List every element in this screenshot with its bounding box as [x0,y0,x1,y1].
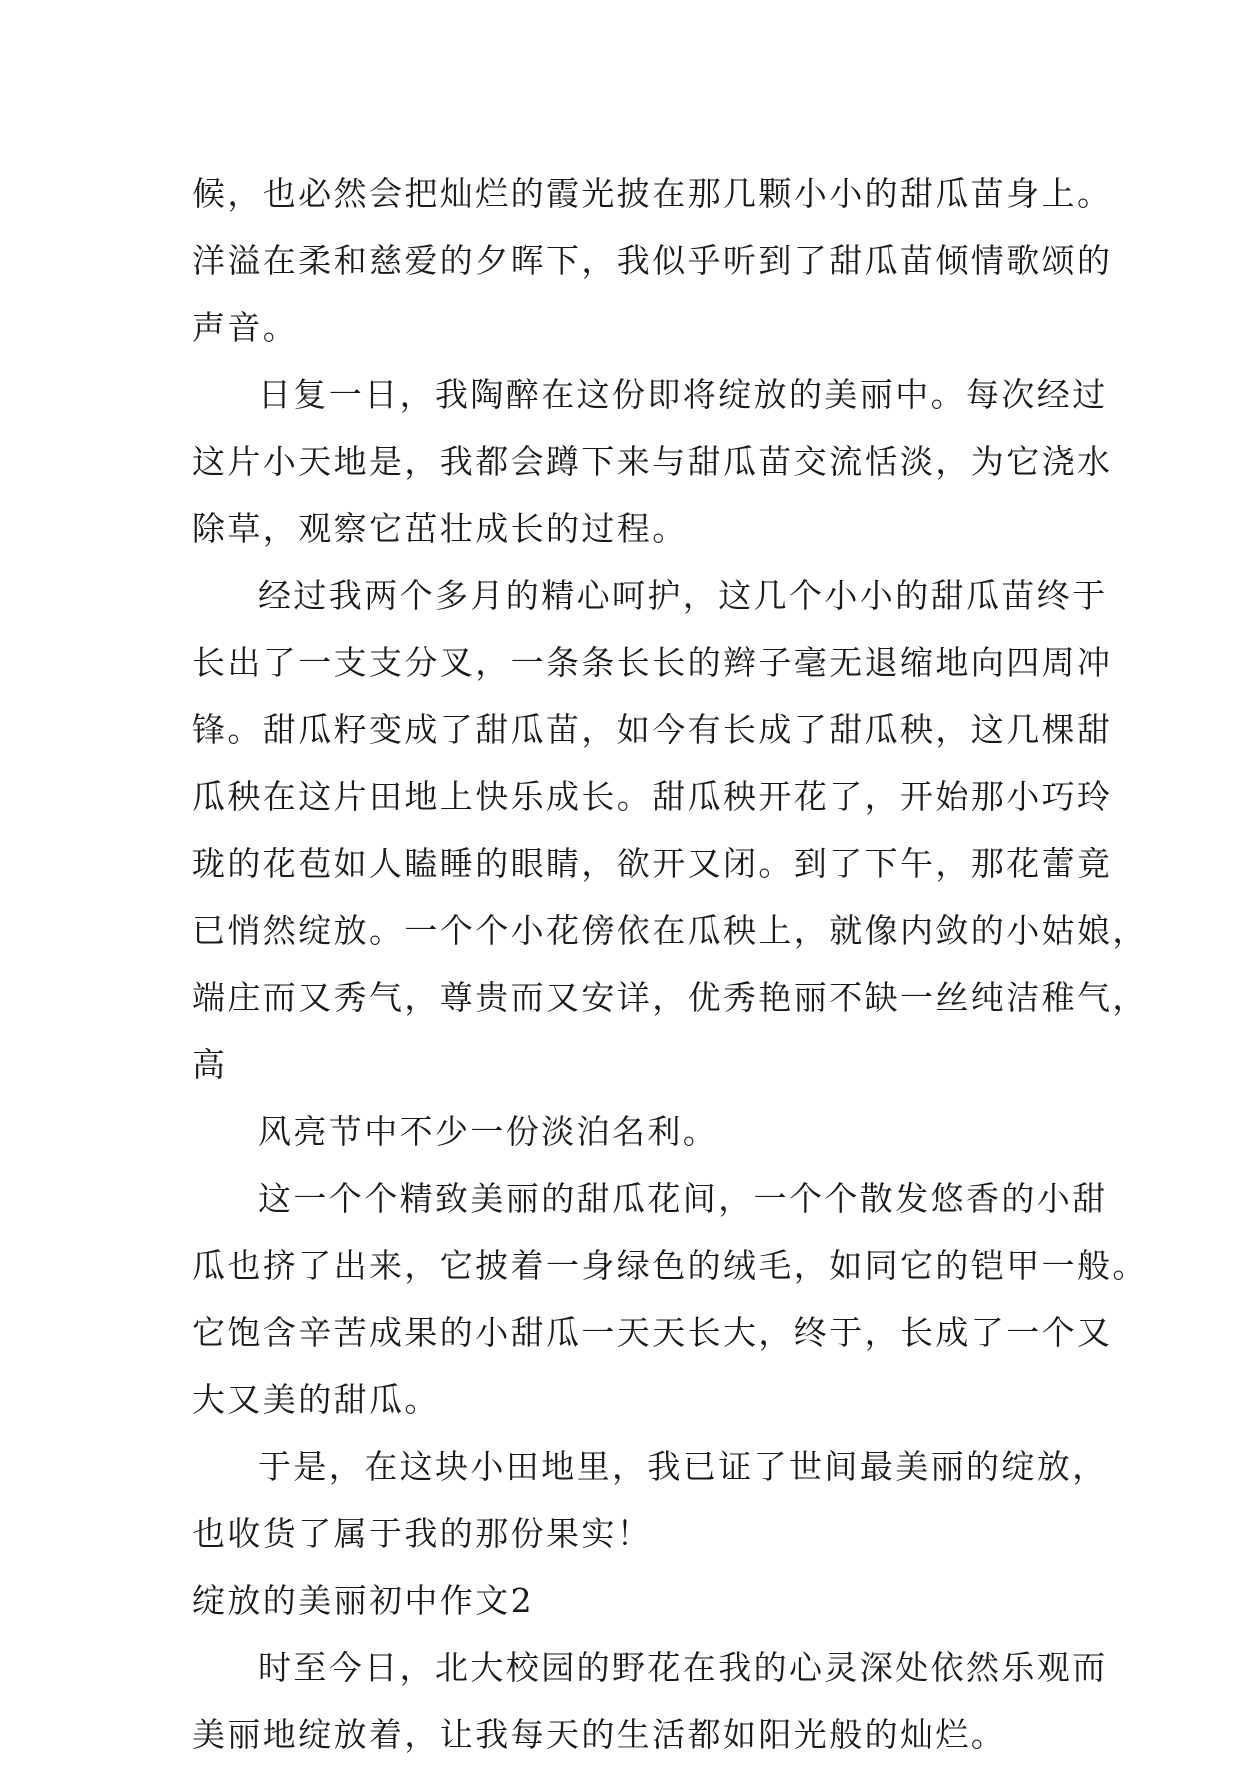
text-line: 长出了一支支分叉，一条条长长的辫子毫无退缩地向四周冲 [192,643,1113,682]
text-line: 高 [192,1045,228,1084]
text-line: 瓜秧在这片田地上快乐成长。甜瓜秧开花了，开始那小巧玲 [192,777,1113,816]
text-line: 声音。 [192,308,299,347]
text-line: 于是，在这块小田地里，我已证了世间最美丽的绽放， [258,1447,1108,1486]
text-line: 洋溢在柔和慈爱的夕晖下，我似乎听到了甜瓜苗倾情歌颂的 [192,241,1113,280]
text-line: 已悄然绽放。一个个小花傍依在瓜秧上，就像内敛的小姑娘， [192,911,1148,950]
text-line: 美丽地绽放着，让我每天的生活都如阳光般的灿烂。 [192,1715,1007,1754]
text-line: 经过我两个多月的精心呵护，这几个小小的甜瓜苗终于 [258,576,1108,615]
text-line: 大又美的甜瓜。 [192,1380,440,1419]
text-line: 除草，观察它茁壮成长的过程。 [192,509,688,548]
section-heading: 绽放的美丽初中作文2 [192,1581,534,1620]
text-line: 它饱含辛苦成果的小甜瓜一天天长大，终于，长成了一个又 [192,1313,1113,1352]
text-line: 候，也必然会把灿烂的霞光披在那几颗小小的甜瓜苗身上。 [192,174,1113,213]
text-line: 端庄而又秀气，尊贵而又安详，优秀艳丽不缺一丝纯洁稚气， [192,978,1148,1017]
text-line: 珑的花苞如人瞌睡的眼睛，欲开又闭。到了下午，那花蕾竟 [192,844,1113,883]
text-line: 日复一日，我陶醉在这份即将绽放的美丽中。每次经过 [258,375,1108,414]
text-line: 瓜也挤了出来，它披着一身绿色的绒毛，如同它的铠甲一般。 [192,1246,1148,1285]
document-body [192,160,1148,1768]
text-line: 这片小天地是，我都会蹲下来与甜瓜苗交流恬淡，为它浇水 [192,442,1113,481]
text-line: 风亮节中不少一份淡泊名利。 [258,1112,719,1151]
text-line: 这一个个精致美丽的甜瓜花间，一个个散发悠香的小甜 [258,1179,1108,1218]
text-line: 锋。甜瓜籽变成了甜瓜苗，如今有长成了甜瓜秧，这几棵甜 [192,710,1113,749]
text-line: 也收货了属于我的那份果实！ [192,1514,653,1553]
text-line: 时至今日，北大校园的野花在我的心灵深处依然乐观而 [258,1648,1108,1687]
